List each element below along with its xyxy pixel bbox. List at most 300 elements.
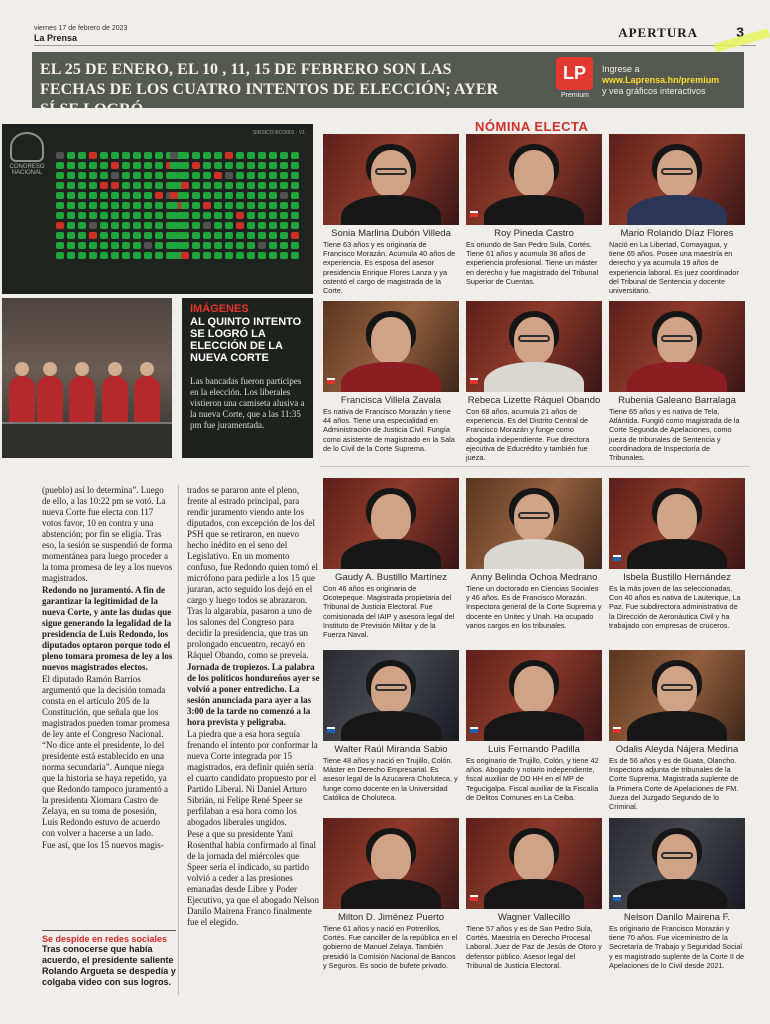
voting-seat-icon (192, 152, 200, 159)
voting-seat-icon (203, 252, 211, 259)
judge-card (323, 134, 459, 300)
voting-seat-icon (280, 222, 288, 229)
voting-seat-icon (192, 252, 200, 259)
voting-seat-icon (89, 162, 97, 169)
voting-seat-icon (236, 162, 244, 169)
voting-seat-icon (89, 192, 97, 199)
voting-seat-icon (192, 222, 200, 229)
voting-seat-icon (269, 192, 277, 199)
voting-seat-icon (192, 182, 200, 189)
voting-seat-icon (67, 242, 75, 249)
photo-person (9, 376, 35, 424)
voting-seat-icon (133, 202, 141, 209)
premium-promo (556, 57, 741, 103)
judge-name: Milton D. Jiménez Puerto (337, 912, 445, 923)
section-label: APERTURA (618, 25, 698, 40)
voting-seat-icon (56, 182, 64, 189)
judge-bio: Nació en La Libertad, Comayagua, y tiene 65 años. Posee una maestría en derecho y ya acumula 19 años de experiencia laboral. Es juez coordinador del Tribunal de Sentencia y docente universitario. (609, 240, 739, 296)
judge-card (609, 134, 745, 300)
voting-seat-icon (89, 172, 97, 179)
voting-seat-grid-left (56, 152, 185, 259)
judge-card (466, 478, 602, 644)
voting-seat-icon (67, 222, 75, 229)
voting-seat-icon (269, 182, 277, 189)
voting-seat-icon (258, 182, 266, 189)
voting-seat-icon (192, 192, 200, 199)
column-divider (178, 485, 179, 995)
judge-portrait (609, 478, 745, 569)
judge-card (609, 301, 745, 467)
judge-name: Gaudy A. Bustillo Martínez (335, 572, 447, 583)
voting-seat-icon (89, 182, 97, 189)
voting-seat-icon (155, 212, 163, 219)
voting-seat-icon (258, 242, 266, 249)
article-paragraph: Fue así, que los 15 nuevos magis- (42, 840, 164, 850)
voting-seat-icon (144, 212, 152, 219)
voting-seat-icon (111, 152, 119, 159)
judge-bio: Es la más joven de las seleccionadas. Con 40 años es nativa de Lauterique, La Paz. Fue subdirectora administrativa de la Dirección de Aeronáutica Civil y ha trabajado con empresas de cruceros. (609, 584, 741, 630)
judge-bio: Con 68 años, acumula 21 años de experiencia. Es del Distrito Central de Francisco Morazán y funge como abogada independiente. Fue directora ejecutiva de Educrédito y también fue jueza. (466, 407, 590, 463)
voting-seat-icon (144, 172, 152, 179)
judge-name: Mario Rolando Díaz Flores (620, 228, 734, 239)
judge-card (323, 818, 459, 984)
congress-seal-icon (10, 132, 44, 162)
sidebar-body: Tras conocerse que había acuerdo, el presidente saliente Rolando Argueta se despedía y colgaba video con sus logros. (42, 944, 176, 987)
voting-seat-icon (236, 202, 244, 209)
judge-name: Roy Pineda Castro (494, 228, 574, 239)
voting-seat-icon (67, 152, 75, 159)
judge-card (466, 301, 602, 467)
voting-seat-icon (236, 232, 244, 239)
voting-seat-icon (170, 172, 178, 179)
voting-seat-icon (214, 232, 222, 239)
voting-seat-icon (100, 182, 108, 189)
judge-card (466, 134, 602, 300)
voting-seat-icon (280, 212, 288, 219)
voting-seat-icon (170, 162, 178, 169)
voting-seat-icon (291, 212, 299, 219)
judge-bio: Es originario de Francisco Morazán y tiene 70 años. Fue viceministro de la Secretaría de Trabajo y Seguridad Social y es magistrado suplente de la Corte II de Apelaciones de lo Civil desde 2021. (609, 924, 745, 970)
voting-seat-icon (203, 192, 211, 199)
voting-seat-icon (258, 162, 266, 169)
voting-seat-icon (291, 252, 299, 259)
voting-seat-icon (78, 162, 86, 169)
judge-bio: Tiene 65 años y es nativa de Tela, Atlántida. Fungió como magistrada de la Corte Segunda de Apelaciones, como jueza de tribunales de Sentencia y coordinadora de Inspectoría de Tribunales. (609, 407, 740, 463)
voting-seat-icon (258, 222, 266, 229)
voting-seat-icon (78, 212, 86, 219)
voting-seat-icon (170, 222, 178, 229)
voting-seat-icon (225, 162, 233, 169)
voting-seat-icon (144, 152, 152, 159)
judge-name: Rebeca Lizette Ráquel Obando (467, 395, 601, 406)
voting-seat-icon (111, 212, 119, 219)
voting-seat-icon (67, 162, 75, 169)
voting-seat-icon (170, 152, 178, 159)
voting-seat-icon (258, 252, 266, 259)
voting-seat-icon (78, 222, 86, 229)
voting-seat-icon (144, 202, 152, 209)
voting-seat-icon (192, 202, 200, 209)
judge-card (466, 650, 602, 816)
voting-seat-icon (225, 192, 233, 199)
voting-seat-icon (258, 202, 266, 209)
voting-seat-icon (111, 232, 119, 239)
voting-seat-icon (111, 202, 119, 209)
voting-seat-icon (144, 222, 152, 229)
voting-seat-icon (247, 232, 255, 239)
article-paragraph: La piedra que a esa hora seguía frenando el intento por conformar la nueva Corte integrada por 15 magistrados, era definir quién sería el cuarto candidato propuesto por el Partido Liberal. Ni Daniel Arturo Sibrián, ni Felipe René Speer se perfilaban a esa hora como los abogados liberales ungidos. (187, 729, 318, 827)
voting-seat-icon (291, 232, 299, 239)
voting-seat-icon (122, 162, 130, 169)
voting-seat-icon (170, 192, 178, 199)
voting-seat-icon (181, 252, 189, 259)
voting-seat-icon (56, 152, 64, 159)
voting-seat-icon (258, 212, 266, 219)
voting-seat-icon (291, 222, 299, 229)
page-header (34, 22, 756, 46)
judge-name: Nelson Danilo Mairena F. (623, 912, 731, 923)
voting-seat-icon (181, 202, 189, 209)
judge-portrait (323, 650, 459, 741)
judge-portrait (323, 301, 459, 392)
voting-seat-icon (133, 252, 141, 259)
voting-seat-icon (133, 182, 141, 189)
voting-seat-icon (247, 202, 255, 209)
voting-seat-icon (269, 252, 277, 259)
voting-seat-icon (291, 152, 299, 159)
voting-seat-icon (111, 192, 119, 199)
voting-seat-icon (78, 232, 86, 239)
voting-seat-icon (181, 172, 189, 179)
voting-seat-icon (133, 152, 141, 159)
voting-seat-icon (155, 252, 163, 259)
voting-board-image (2, 124, 313, 294)
voting-seat-icon (78, 192, 86, 199)
voting-seat-icon (144, 232, 152, 239)
voting-seat-icon (214, 202, 222, 209)
voting-seat-icon (247, 182, 255, 189)
judge-portrait (466, 650, 602, 741)
judge-name: Walter Raúl Miranda Sabio (334, 744, 448, 755)
judge-bio: Tiene 57 años y es de San Pedro Sula, Cortés. Maestría en Derecho Procesal Laboral. Juez de Paz de Jesús de Otoro y defensor público. Asesor legal del Tribunal de Justicia Electoral. (466, 924, 602, 970)
voting-seat-icon (269, 222, 277, 229)
voting-seat-icon (280, 192, 288, 199)
article-paragraph: trados se pararon ante el pleno, frente al estrado principal, para rendir juramento viendo ante los diputados, con excepción de los del PSH que se retiraron, en nuevo hecho inédito en el seno del Legislativo. En un momento confuso, fue Redondo quien tomó el micrófono para pedirle a los 15 que juraran, acto seguido los dejó en el cargo y luego todos se abrazaron. Tras la algarabía, pasaron a uno de los salones del Congreso para decidir la presidencia, que tras un prolongado encuentro, recayó en Ráquel Obando, como se preveía. (187, 485, 318, 660)
voting-seat-icon (192, 162, 200, 169)
voting-seat-icon (225, 182, 233, 189)
voting-seat-icon (111, 222, 119, 229)
voting-seat-icon (214, 172, 222, 179)
voting-seat-icon (236, 172, 244, 179)
judge-portrait (609, 818, 745, 909)
voting-seat-icon (155, 222, 163, 229)
promo-intro: Ingrese a (602, 64, 640, 74)
voting-seat-icon (291, 202, 299, 209)
voting-seat-icon (280, 152, 288, 159)
nomina-title: NÓMINA ELECTA (475, 119, 589, 134)
voting-seat-icon (122, 252, 130, 259)
voting-seat-icon (144, 162, 152, 169)
congress-desk (2, 422, 172, 458)
voting-seat-icon (247, 162, 255, 169)
voting-seat-icon (181, 222, 189, 229)
judge-bio: Tiene 48 años y nació en Trujillo, Colón. Máster en Derecho Empresarial. Es asesor legal de la Azucarera Choluteca, y funge como docente en la Universidad Católica de Choluteca. (323, 756, 458, 802)
voting-seat-icon (122, 242, 130, 249)
voting-seat-icon (280, 182, 288, 189)
article-subhead-paragraph: Redondo no juramentó. A fin de garantizar la legitimidad de la nueva Corte, y ante las dudas que sigue generando la legalidad de la presidencia de Luis Redondo, los diputados optaron porque todo el pleno tomara promesa de ley a los nuevos magistrados electos. (42, 585, 173, 672)
voting-seat-icon (122, 202, 130, 209)
voting-seat-icon (203, 202, 211, 209)
voting-seat-icon (247, 242, 255, 249)
voting-seat-icon (192, 212, 200, 219)
judge-card (323, 301, 459, 467)
voting-seat-icon (247, 222, 255, 229)
dateline: viernes 17 de febrero de 2023 (34, 25, 128, 32)
judge-name: Francisca Villela Zavala (340, 395, 442, 406)
judge-portrait (466, 134, 602, 225)
judge-card (609, 650, 745, 816)
voting-seat-icon (170, 252, 178, 259)
voting-seat-icon (247, 152, 255, 159)
voting-seat-icon (67, 172, 75, 179)
voting-seat-icon (236, 252, 244, 259)
voting-seat-icon (203, 242, 211, 249)
voting-seat-icon (122, 232, 130, 239)
voting-seat-icon (133, 232, 141, 239)
voting-seat-icon (67, 252, 75, 259)
sidebar-divider (42, 930, 176, 931)
judge-portrait (323, 478, 459, 569)
judge-card (323, 478, 459, 644)
voting-seat-icon (144, 242, 152, 249)
judge-bio: Es nativa de Francisco Morazán y tiene 44 años. Tiene una especialidad en Administración de Justicia Civil. Fungía como asistente de magistrado en la Sala de lo Civil de la Corte Suprema. (323, 407, 455, 453)
voting-seat-icon (280, 162, 288, 169)
judge-bio: Tiene un doctorado en Ciencias Sociales y 46 años. Es de Francisco Morazán. Inspectora general de la Corte Suprema y docente en Unitec y Unah. Ha ocupado varios cargos en los tribunales. (466, 584, 602, 630)
voting-seat-icon (100, 202, 108, 209)
voting-seat-icon (181, 232, 189, 239)
voting-seat-icon (89, 222, 97, 229)
judge-card (466, 818, 602, 984)
voting-seat-icon (56, 222, 64, 229)
photo-person (37, 376, 63, 424)
voting-seat-icon (269, 242, 277, 249)
voting-seat-icon (269, 212, 277, 219)
voting-seat-icon (67, 202, 75, 209)
voting-seat-icon (225, 252, 233, 259)
voting-seat-icon (291, 172, 299, 179)
article-column-2 (187, 485, 320, 929)
voting-seat-icon (269, 172, 277, 179)
voting-seat-icon (100, 152, 108, 159)
voting-seat-icon (269, 152, 277, 159)
newspaper-name: La Prensa (34, 33, 78, 43)
judge-portrait (609, 134, 745, 225)
voting-seat-icon (122, 192, 130, 199)
voting-seat-icon (181, 152, 189, 159)
voting-seat-icon (78, 172, 86, 179)
voting-seat-icon (133, 172, 141, 179)
voting-seat-icon (122, 182, 130, 189)
voting-seat-icon (155, 162, 163, 169)
photo-person (134, 376, 160, 424)
voting-seat-icon (214, 222, 222, 229)
voting-seat-icon (258, 152, 266, 159)
voting-seat-icon (89, 242, 97, 249)
voting-seat-icon (133, 162, 141, 169)
voting-seat-icon (100, 222, 108, 229)
voting-seat-icon (155, 182, 163, 189)
seal-caption: CONGRESO NACIONAL (9, 164, 45, 176)
voting-seat-icon (111, 182, 119, 189)
voting-seat-icon (133, 212, 141, 219)
voting-seat-icon (155, 152, 163, 159)
article-column-1 (42, 485, 174, 852)
voting-seat-icon (247, 172, 255, 179)
voting-seat-icon (291, 162, 299, 169)
voting-seat-icon (100, 192, 108, 199)
article-subhead-paragraph: Jornada de tropiezos. La palabra de los políticos hondureños ayer se volvió a poner entredicho. La sesión anunciada para ayer a las 3:00 de la tarde no comenzó a la hora prevista y peligraba. (187, 662, 320, 727)
voting-seat-icon (122, 212, 130, 219)
caption-kicker: IMÁGENES (190, 303, 249, 315)
voting-seat-icon (192, 172, 200, 179)
judge-name: Luis Fernando Padilla (488, 744, 580, 755)
voting-seat-icon (192, 242, 200, 249)
voting-seat-icon (78, 182, 86, 189)
voting-seat-icon (181, 182, 189, 189)
voting-seat-icon (236, 212, 244, 219)
voting-seat-icon (214, 242, 222, 249)
voting-seat-icon (67, 232, 75, 239)
article-paragraph: El diputado Ramón Barrios argumentó que la decisión tomada consta en el artículo 205 de la Constitución, que señala que los magistrados pueden tomar promesa de ley ante el Congreso Nacional. “No dice ante el presidente, lo del presidente está establecido en una norma secundaria”. Aunque niega que la historia se haya repetido, ya que Redondo tampoco juramentó a la presidenta Xiomara Castro de Zelaya, en su toma de posesión, Luis Redondo estuvo de acuerdo con volver a hacerse a un lado. (42, 674, 170, 838)
voting-seat-icon (100, 162, 108, 169)
voting-seat-icon (100, 212, 108, 219)
voting-seat-icon (258, 232, 266, 239)
social-sidebar (42, 930, 176, 988)
voting-seat-icon (122, 152, 130, 159)
voting-seat-icon (56, 202, 64, 209)
voting-seat-icon (170, 202, 178, 209)
voting-seat-icon (225, 232, 233, 239)
voting-seat-icon (236, 192, 244, 199)
voting-seat-icon (111, 172, 119, 179)
voting-seat-icon (258, 172, 266, 179)
voting-seat-icon (78, 202, 86, 209)
caption-body: Las bancadas fueron partícipes en la elección. Los liberales vistieron una camiseta alusiva a la nueva Corte, que a las 11:35 pm fue juramentada. (190, 376, 305, 430)
voting-seat-icon (203, 212, 211, 219)
voting-seat-icon (56, 172, 64, 179)
voting-seat-icon (203, 152, 211, 159)
voting-seat-icon (67, 212, 75, 219)
voting-seat-icon (133, 222, 141, 229)
judge-portrait (466, 818, 602, 909)
judge-portrait (323, 134, 459, 225)
sidebar-title: Se despide en redes sociales (42, 934, 168, 944)
main-headline: EL 25 DE ENERO, EL 10 , 11, 15 DE FEBRERO SON LAS FECHAS DE LOS CUATRO INTENTOS DE ELECCIÓN; AYER SÍ SE LOGRÓ (40, 61, 499, 118)
voting-seat-icon (111, 242, 119, 249)
voting-seat-icon (203, 172, 211, 179)
voting-seat-icon (280, 202, 288, 209)
voting-seat-icon (122, 222, 130, 229)
judge-card (609, 478, 745, 644)
voting-seat-icon (133, 192, 141, 199)
judge-name: Odalis Aleyda Nájera Medina (615, 744, 739, 755)
voting-seat-icon (56, 242, 64, 249)
judge-name: Wagner Vallecillo (497, 912, 571, 923)
voting-seat-icon (89, 202, 97, 209)
voting-seat-icon (144, 192, 152, 199)
voting-seat-icon (56, 212, 64, 219)
headline-banner (32, 52, 744, 118)
session-photo (2, 298, 172, 458)
judge-portrait (609, 301, 745, 392)
voting-seat-icon (155, 242, 163, 249)
voting-seat-icon (236, 222, 244, 229)
premium-url: www.Laprensa.hn/premium (602, 75, 720, 85)
voting-seat-icon (280, 242, 288, 249)
voting-seat-icon (89, 252, 97, 259)
voting-seat-icon (236, 152, 244, 159)
voting-seat-icon (247, 212, 255, 219)
voting-seat-icon (203, 182, 211, 189)
voting-seat-icon (155, 172, 163, 179)
voting-seat-icon (111, 162, 119, 169)
judge-portrait (609, 650, 745, 741)
voting-seat-icon (144, 252, 152, 259)
judge-name: Isbela Bustillo Hernández (623, 572, 731, 583)
voting-seat-icon (155, 202, 163, 209)
voting-seat-icon (155, 232, 163, 239)
voting-seat-icon (56, 232, 64, 239)
voting-seat-icon (225, 202, 233, 209)
lp-premium-logo: LP (556, 57, 593, 90)
voting-seat-icon (144, 182, 152, 189)
premium-label: Premium (560, 92, 589, 99)
voting-seat-icon (170, 212, 178, 219)
judge-bio: Tiene 61 años y nació en Potrerillos, Cortés. Fue canciller de la república en el gobierno de Manuel Zelaya. También presidió la Comisión Nacional de Bancos y Seguros. Es socio de bufete privado. (323, 924, 458, 970)
judge-name: Rubenia Galeano Barralaga (618, 395, 736, 406)
voting-seat-icon (100, 252, 108, 259)
voting-seat-icon (203, 232, 211, 239)
voting-seat-icon (236, 182, 244, 189)
voting-seat-icon (181, 242, 189, 249)
voting-seat-icon (89, 152, 97, 159)
judge-name: Anny Belinda Ochoa Medrano (470, 572, 598, 583)
judge-card (609, 818, 745, 984)
judge-bio: Tiene 63 años y es originaria de Francisco Morazán. Acumula 40 años de experiencia. Es esposa del asesor presidencia Enrique Flores Lanza y ya ostentó el cargo de magistrada de la Corte. (323, 240, 456, 296)
voting-seat-icon (203, 162, 211, 169)
article-paragraph: (pueblo) así lo determina”. Luego de ello, a las 10:22 pm se votó. La nueva Corte fue electa con 117 votos favor, 10 en contra y una abstención; por fin se eligía. Tras eso, la sesión se suspendió de forma momentánea para luego proceder a la toma promesa de ley a los nuevos magistrados. (42, 485, 173, 583)
voting-seat-icon (78, 242, 86, 249)
voting-seat-icon (225, 222, 233, 229)
voting-seat-icon (100, 242, 108, 249)
voting-seat-icon (225, 172, 233, 179)
voting-seat-icon (214, 162, 222, 169)
voting-seat-icon (214, 212, 222, 219)
images-caption (182, 298, 313, 458)
voting-seat-icon (122, 172, 130, 179)
voting-seat-icon (56, 162, 64, 169)
voting-seat-icon (181, 162, 189, 169)
voting-seat-icon (291, 242, 299, 249)
judge-bio: Es originario de Trujillo, Colón, y tiene 42 años. Abogado y notario independiente, fiscal auxiliar de DD HH en el MP de Tegucigalpa. Fiscal auxiliar de la Fiscalía de Delitos Comunes en La Ceiba. (466, 756, 599, 802)
voting-seat-icon (269, 232, 277, 239)
voting-seat-icon (214, 182, 222, 189)
voting-seat-icon (280, 252, 288, 259)
voting-seat-icon (247, 192, 255, 199)
voting-seat-icon (155, 192, 163, 199)
voting-seat-icon (258, 192, 266, 199)
voting-seat-icon (291, 192, 299, 199)
